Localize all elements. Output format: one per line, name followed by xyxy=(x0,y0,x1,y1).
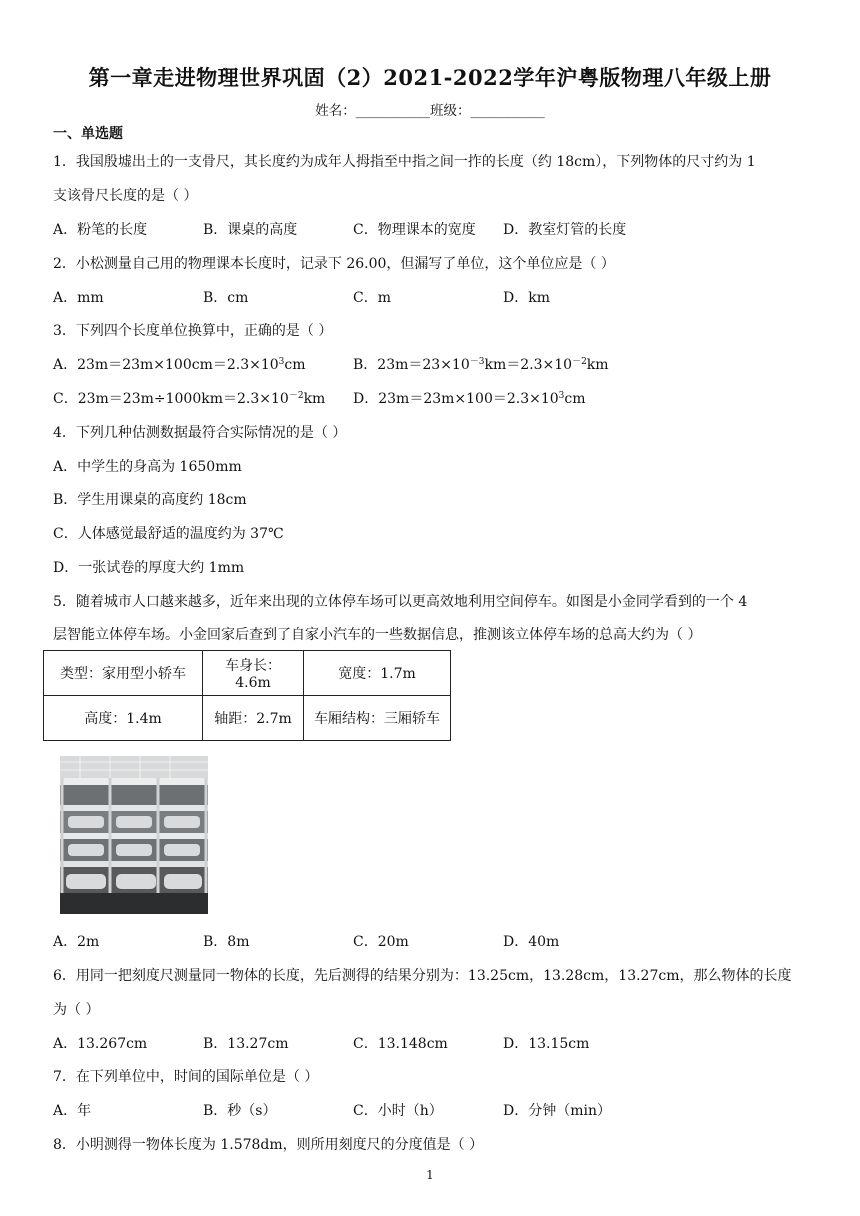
table-cell: 车厢结构：三厢轿车 xyxy=(304,696,451,741)
page-title: 第一章走进物理世界巩固（2）2021-2022学年沪粤版物理八年级上册 xyxy=(88,65,772,90)
q2-option-c: C．m xyxy=(353,290,391,306)
table-cell: 类型：家用型小轿车 xyxy=(44,651,203,696)
q5-options xyxy=(53,931,559,951)
q1-option-b: B．课桌的高度 xyxy=(203,222,298,238)
q3-options-row1 xyxy=(53,354,609,374)
q2-option-a: A．mm xyxy=(53,290,104,306)
q2-options xyxy=(53,287,550,307)
q2-text: 2．小松测量自己用的物理课本长度时，记录下 26.00，但漏写了单位，这个单位应是（ ） xyxy=(53,256,615,272)
q6-text-line1: 6．用同一把刻度尺测量同一物体的长度，先后测得的结果分别为：13.25cm，13.28cm，13.27cm，那么物体的长度 xyxy=(53,968,792,984)
q5-option-d: D．40m xyxy=(503,934,560,950)
q2-option-d: D．km xyxy=(503,290,550,306)
q4-text: 4．下列几种估测数据最符合实际情况的是（ ） xyxy=(53,425,347,441)
q7-option-a: A．年 xyxy=(53,1103,92,1119)
q4-option-a: A．中学生的身高为 1650mm xyxy=(53,459,242,475)
parking-garage-photo xyxy=(60,756,208,914)
q4-option-c: C．人体感觉最舒适的温度约为 37℃ xyxy=(53,526,284,542)
q1-option-a: A．粉笔的长度 xyxy=(53,222,148,238)
table-cell: 轴距：2.7m xyxy=(203,696,304,741)
q2-option-b: B．cm xyxy=(203,290,249,306)
class-blank: ___________ xyxy=(470,103,545,119)
name-label: 姓名： xyxy=(315,103,356,119)
class-label: 班级： xyxy=(430,103,471,119)
q3-option-b: B．$23m=23\times 10^{-3}km=2.3\times 10^{-2}km$ xyxy=(353,357,609,373)
q5-text-line1: 5．随着城市人口越来越多，近年来出现的立体停车场可以更高效地利用空间停车。如图是小金同学看到的一个 4 xyxy=(53,594,748,610)
q5-option-c: C．20m xyxy=(353,934,409,950)
section-heading: 一、单选题 xyxy=(53,126,123,142)
q1-options xyxy=(53,219,626,239)
q8-text: 8．小明测得一物体长度为 1.578dm，则所用刻度尺的分度值是（ ） xyxy=(53,1137,484,1153)
table-cell: 高度：1.4m xyxy=(44,696,203,741)
table-row xyxy=(44,651,451,696)
q1-text-line1: 1．我国殷墟出土的一支骨尺，其长度约为成年人拇指至中指之间一拃的长度（约 18cm），下列物体的尺寸约为 1 xyxy=(53,154,756,170)
q3-options-row2 xyxy=(53,388,586,408)
table-cell: 车身长：4.6m xyxy=(203,651,304,696)
page-number: 1 xyxy=(426,1168,434,1182)
q7-options xyxy=(53,1100,611,1120)
q3-option-c: C．$23m=23m\div 1000km=2.3\times 10^{-2}km$ xyxy=(53,391,326,407)
q1-option-c: C．物理课本的宽度 xyxy=(353,222,476,238)
name-class-line xyxy=(0,99,860,119)
q6-text-line2: 为（ ） xyxy=(53,1002,100,1018)
q6-option-a: A．13.267cm xyxy=(53,1036,148,1052)
q6-option-c: C．13.148cm xyxy=(353,1036,448,1052)
q7-option-b: B．秒（s） xyxy=(203,1103,277,1119)
q3-option-a: A．$23m=23m\times 100cm=2.3\times 10^3cm$ xyxy=(53,357,306,373)
q3-text: 3．下列四个长度单位换算中，正确的是（ ） xyxy=(53,323,333,339)
q6-option-b: B．13.27cm xyxy=(203,1036,289,1052)
q6-option-d: D．13.15cm xyxy=(503,1036,590,1052)
q6-options xyxy=(53,1033,589,1053)
table-row xyxy=(44,696,451,741)
q5-option-a: A．2m xyxy=(53,934,100,950)
q1-text-line2: 支该骨尺长度的是（ ） xyxy=(53,188,198,204)
q4-option-d: D．一张试卷的厚度大约 1mm xyxy=(53,560,245,576)
q7-option-c: C．小时（h） xyxy=(353,1103,443,1119)
q3-option-d: D．$23m=23m\times 100=2.3\times 10^3cm$ xyxy=(353,391,586,407)
q4-option-b: B．学生用课桌的高度约 18cm xyxy=(53,492,247,508)
q1-option-d: D．教室灯管的长度 xyxy=(503,222,627,238)
q7-text: 7．在下列单位中，时间的国际单位是（ ） xyxy=(53,1069,319,1085)
name-blank: ___________ xyxy=(355,103,430,119)
q7-option-d: D．分钟（min） xyxy=(503,1103,611,1119)
q5-option-b: B．8m xyxy=(203,934,250,950)
car-data-table xyxy=(43,650,451,741)
q5-text-line2: 层智能立体停车场。小金回家后查到了自家小汽车的一些数据信息，推测该立体停车场的总高大约为（ ） xyxy=(53,627,702,643)
table-cell: 宽度：1.7m xyxy=(304,651,451,696)
